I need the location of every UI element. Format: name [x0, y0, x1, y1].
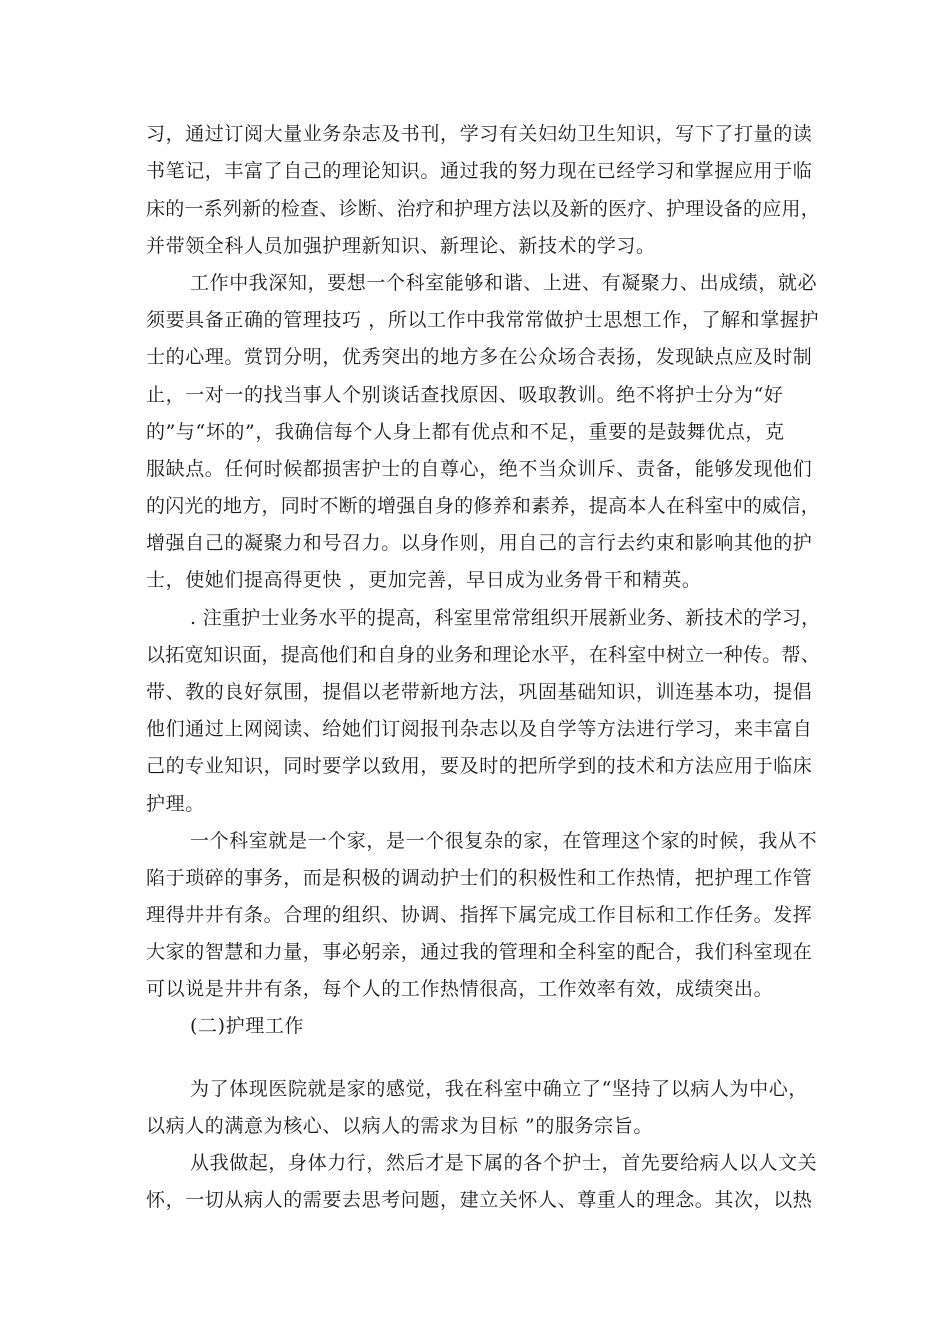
- text-line: 他们通过上网阅读、给她们订阅报刊杂志以及自学等方法进行学习，来丰富自: [146, 718, 813, 740]
- text-line: 的闪光的地方，同时不断的增强自身的修养和素养，提高本人在科室中的威信，: [146, 495, 821, 517]
- text-line: 从我做起，身体力行，然后才是下属的各个护士，首先要给病人以人文关: [190, 1152, 818, 1174]
- text-line: . 注重护士业务水平的提高，科室里常常组织开展新业务、新技术的学习，: [190, 607, 821, 629]
- text-line: 士的心理。赏罚分明，优秀突出的地方多在公众场合表扬，发现缺点应及时制: [146, 346, 813, 368]
- text-line: 的”与“坏的”，我确信每个人身上都有优点和不足，重要的是鼓舞优点，克: [146, 421, 785, 443]
- text-line: 以病人的满意为核心、以病人的需求为目标 ”的服务宗旨。: [146, 1115, 653, 1137]
- text-line: 带、教的良好氛围，提倡以老带新地方法，巩固基础知识，训连基本功，提倡: [146, 681, 813, 703]
- text-line: 须要具备正确的管理技巧 ，所以工作中我常常做护士思想工作，了解和掌握护: [146, 309, 820, 331]
- text-line: 怀，一切从病人的需要去思考问题，建立关怀人、尊重人的理念。其次，以热: [146, 1189, 813, 1211]
- text-line: 止，一对一的找当事人个别谈话查找原因、吸取教训。绝不将护士分为“好: [146, 384, 784, 406]
- text-line: 理得井井有条。合理的组织、协调、指挥下属完成工作目标和工作任务。发挥: [146, 904, 813, 926]
- text-line: 己的专业知识，同时要学以致用，要及时的把所学到的技术和方法应用于临床: [146, 755, 813, 777]
- text-line: 工作中我深知，要想一个科室能够和谐、上进、有凝聚力、出成绩，就必: [190, 272, 818, 294]
- text-line: 习，通过订阅大量业务杂志及书刊，学习有关妇幼卫生知识，写下了打量的读: [146, 123, 813, 145]
- text-line: 书笔记，丰富了自己的理论知识。通过我的努力现在已经学习和掌握应用于临: [146, 160, 813, 182]
- text-line: 床的一系列新的检查、诊断、治疗和护理方法以及新的医疗、护理设备的应用，: [146, 198, 821, 220]
- text-line: 并带领全科人员加强护理新知识、新理论、新技术的学习。: [146, 235, 656, 257]
- text-line: 为了体现医院就是家的感觉，我在科室中确立了“坚持了以病人为中心，: [190, 1078, 808, 1100]
- text-line: 可以说是井井有条，每个人的工作热情很高，工作效率有效，成绩突出。: [146, 978, 774, 1000]
- text-line: 以拓宽知识面，提高他们和自身的业务和理论水平，在科室中树立一种传。帮、: [146, 644, 821, 666]
- text-line: 增强自己的凝聚力和号召力。以身作则，用自己的言行去约束和影响其他的护: [146, 532, 813, 554]
- text-line: 护理。: [146, 793, 205, 815]
- text-line: 陷于琐碎的事务，而是积极的调动护士们的积极性和工作热情，把护理工作管: [146, 867, 813, 889]
- text-line: 士，使她们提高得更快 ，更加完善，早日成为业务骨干和精英。: [146, 569, 702, 591]
- text-line: 服缺点。任何时候都损害护士的自尊心，绝不当众训斥、责备，能够发现他们: [146, 458, 813, 480]
- text-line: 大家的智慧和力量，事必躬亲，通过我的管理和全科室的配合，我们科室现在: [146, 941, 813, 963]
- text-line: 一个科室就是一个家，是一个很复杂的家，在管理这个家的时候，我从不: [190, 830, 818, 852]
- section-heading: (二)护理工作: [190, 1015, 305, 1037]
